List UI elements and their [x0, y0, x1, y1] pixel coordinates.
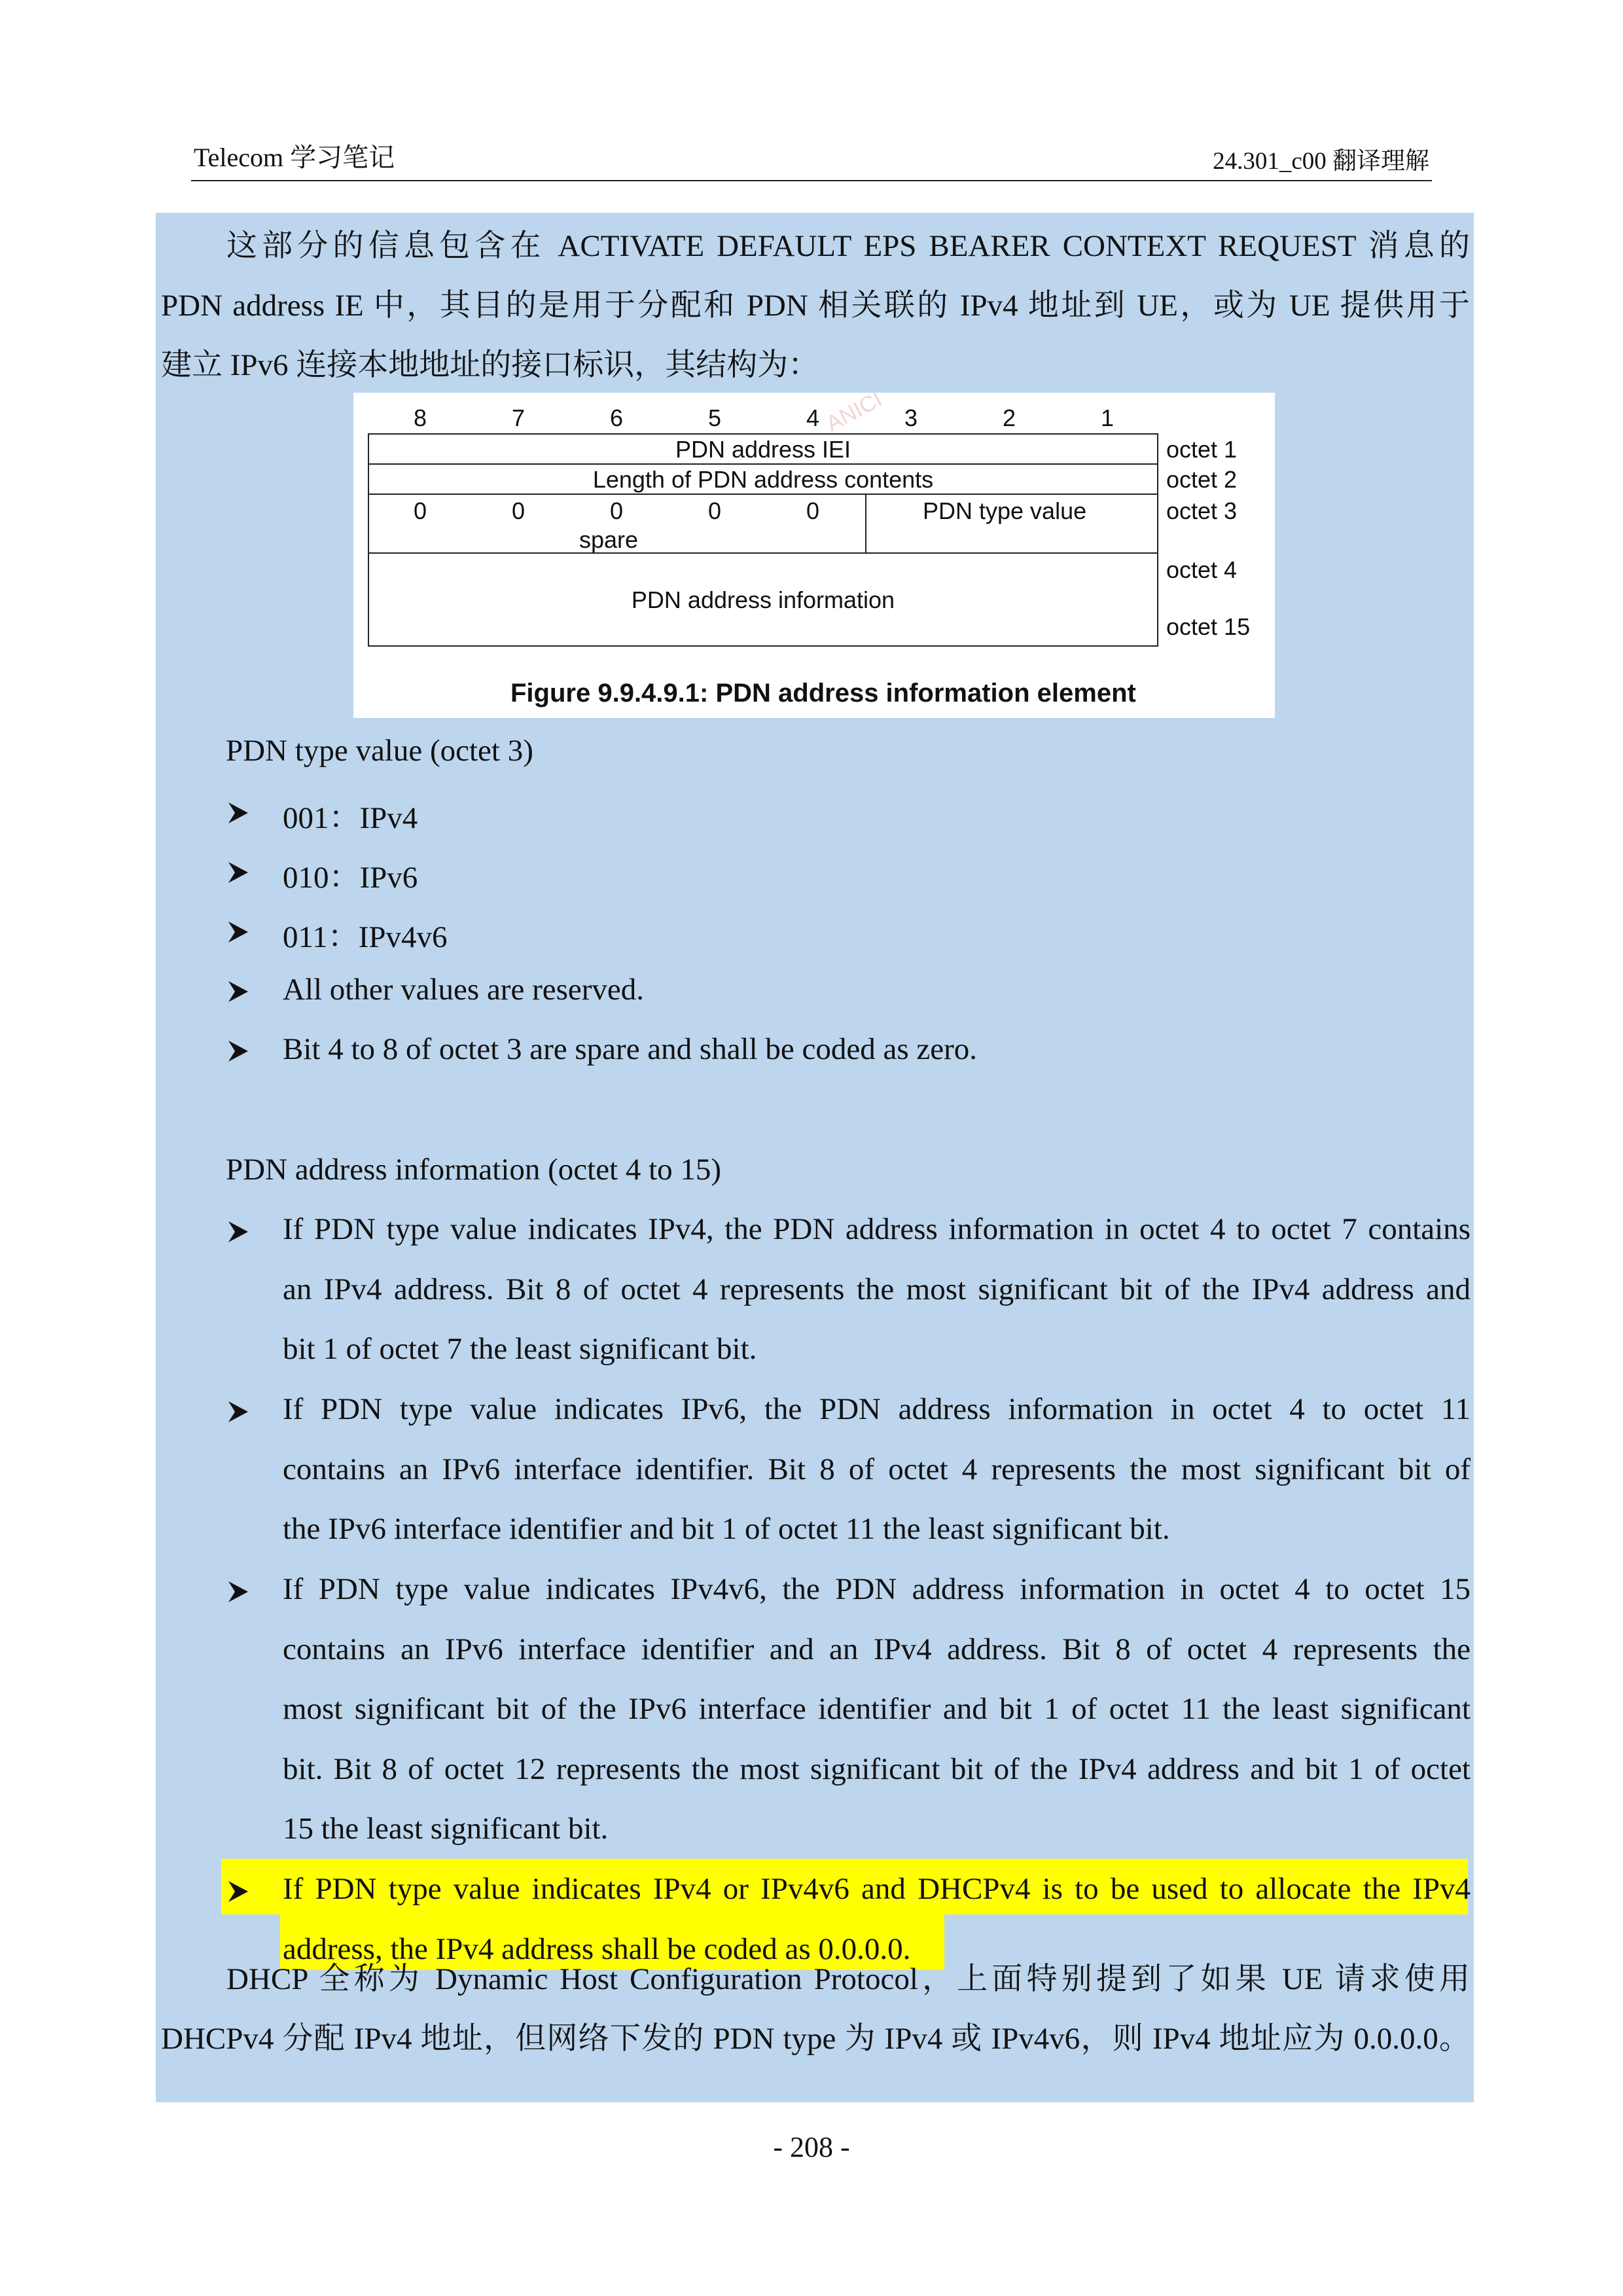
bit-label: 7	[512, 404, 526, 431]
intro-line: 建立 IPv6 连接本地地址的接口标识，其结构为：	[161, 348, 819, 382]
address-info-cell: PDN address information	[631, 586, 895, 613]
spare-bit: 0	[414, 497, 427, 524]
list-item-line: bit. Bit 8 of octet 12 represents the most significant bit of the IPv4 address and bit 1 of octet	[283, 1751, 1471, 1786]
list-item-text: 010：IPv6	[283, 861, 418, 895]
arrow-bullet-icon	[226, 793, 252, 833]
bit-label: 4	[806, 404, 820, 431]
spare-bit: 0	[610, 497, 624, 524]
octet-label: octet 15	[1166, 613, 1251, 640]
header-title: Telecom 学习笔记	[194, 143, 395, 172]
intro-line: 这部分的信息包含在 ACTIVATE DEFAULT EPS BEARER CONTEXT REQUEST 消息的	[226, 229, 1470, 263]
list-item-text: All other values are reserved.	[283, 973, 644, 1007]
list-item-line: the IPv6 interface identifier and bit 1 of octet 11 the least significant bit.	[283, 1512, 1170, 1546]
pdn-type-cell: PDN type value	[923, 497, 1087, 524]
spare-label: spare	[579, 526, 639, 553]
address-info-title: PDN address information (octet 4 to 15)	[226, 1153, 722, 1187]
dhcp-note-line: DHCPv4 分配 IPv4 地址，但网络下发的 PDN type 为 IPv4 或 IPv4v6，则 IPv4 地址应为 0.0.0.0。	[161, 2022, 1470, 2056]
bit-label: 5	[708, 404, 722, 431]
iei-label: PDN address IEI	[675, 436, 851, 463]
page-header	[191, 134, 1432, 181]
watermark: ANICI	[822, 386, 887, 437]
spare-bit: 0	[512, 497, 526, 524]
arrow-bullet-icon	[226, 1212, 252, 1251]
bit-label: 6	[610, 404, 624, 431]
dhcp-note-line: DHCP 全称为 Dynamic Host Configuration Protocol，上面特别提到了如果 UE 请求使用	[226, 1962, 1470, 1996]
octet-label: octet 3	[1166, 497, 1238, 524]
list-item-line: If PDN type value indicates IPv4, the PDN address information in octet 4 to octet 7 contains	[283, 1212, 1471, 1246]
list-item-text: 001：IPv4	[283, 801, 418, 835]
bit-label: 3	[904, 404, 918, 431]
list-item-text: Bit 4 to 8 of octet 3 are spare and shall be coded as zero.	[283, 1032, 978, 1066]
list-item	[283, 1380, 1471, 1560]
bit-label: 1	[1101, 404, 1115, 431]
list-item-line: If PDN type value indicates IPv6, the PDN address information in octet 4 to octet 11	[283, 1392, 1471, 1426]
pdn-address-figure	[353, 386, 1275, 718]
octet-label: octet 2	[1166, 466, 1238, 493]
arrow-bullet-icon	[226, 1872, 252, 1911]
arrow-bullet-icon	[226, 1392, 252, 1431]
list-item-line: an IPv4 address. Bit 8 of octet 4 represents the most significant bit of the IPv4 address and	[283, 1272, 1471, 1306]
page-number: - 208 -	[773, 2131, 850, 2163]
list-item-line: address, the IPv4 address shall be coded as 0.0.0.0.	[283, 1931, 911, 1966]
list-item-line: If PDN type value indicates IPv4v6, the PDN address information in octet 4 to octet 15	[283, 1572, 1471, 1606]
list-item-line: 15 the least significant bit.	[283, 1812, 609, 1846]
header-doc-ref: 24.301_c00 翻译理解	[1213, 148, 1429, 175]
arrow-bullet-icon	[226, 853, 252, 892]
arrow-bullet-icon	[226, 972, 252, 1011]
list-item	[283, 1560, 1471, 1859]
list-item-text: 011：IPv4v6	[283, 920, 448, 954]
arrow-bullet-icon	[226, 1031, 252, 1071]
arrow-bullet-icon	[226, 912, 252, 952]
spare-bit: 0	[708, 497, 722, 524]
intro-line: PDN address IE 中，其目的是用于分配和 PDN 相关联的 IPv4 地址到 UE，或为 UE 提供用于	[161, 289, 1470, 323]
octet-label: octet 1	[1166, 436, 1238, 463]
bit-label: 8	[414, 404, 427, 431]
arrow-bullet-icon	[226, 1572, 252, 1611]
list-item	[283, 1200, 1471, 1380]
pdn-type-title: PDN type value (octet 3)	[226, 734, 533, 768]
length-label: Length of PDN address contents	[592, 466, 934, 493]
octet-label: octet 4	[1166, 556, 1238, 583]
list-item-line: contains an IPv6 interface identifier and an IPv4 address. Bit 8 of octet 4 represents the	[283, 1632, 1471, 1666]
list-item-line: If PDN type value indicates IPv4 or IPv4v6 and DHCPv4 is to be used to allocate the IPv4	[283, 1872, 1471, 1906]
type-divider	[865, 493, 866, 554]
dhcp-note-paragraph	[161, 1950, 1470, 2069]
spare-bit: 0	[806, 497, 820, 524]
list-item-line: bit 1 of octet 7 the least significant bit.	[283, 1332, 757, 1366]
intro-paragraph	[161, 217, 1470, 395]
bit-label: 2	[1003, 404, 1016, 431]
figure-caption: Figure 9.9.4.9.1: PDN address information element	[510, 679, 1136, 708]
list-item-line: contains an IPv6 interface identifier. Bit 8 of octet 4 represents the most significant bit of	[283, 1452, 1471, 1486]
list-item-line: most significant bit of the IPv6 interface identifier and bit 1 of octet 11 the least significant	[283, 1692, 1471, 1726]
